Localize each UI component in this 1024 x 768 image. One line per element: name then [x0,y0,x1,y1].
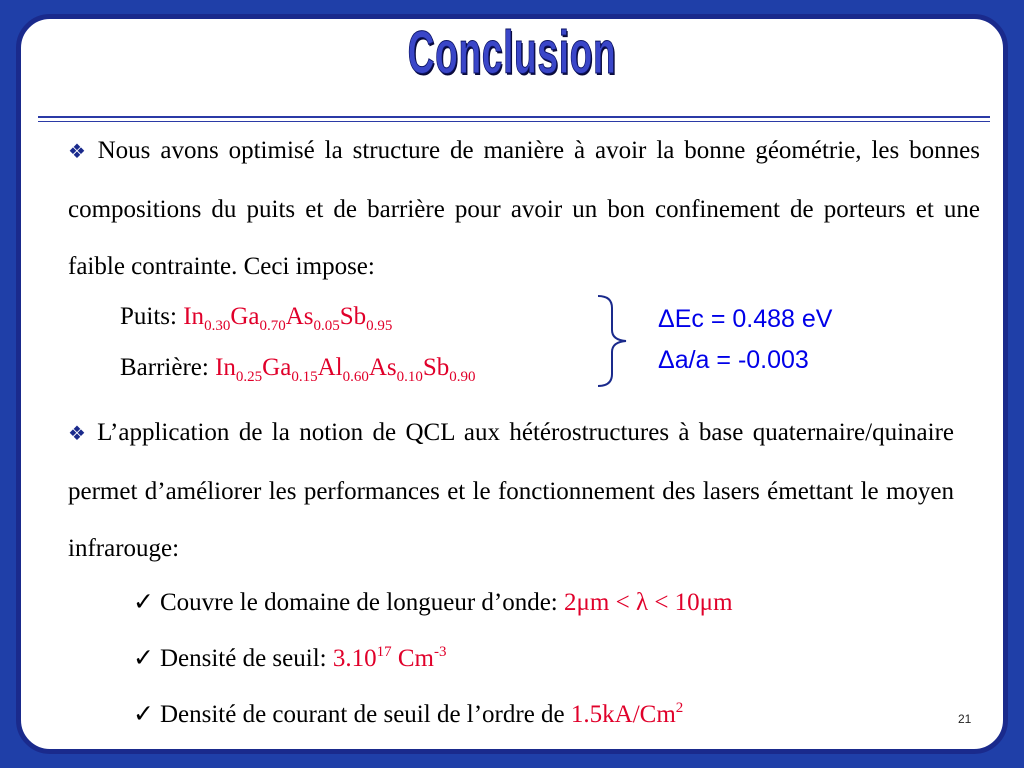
page-number: 21 [958,712,972,726]
element: Al [317,354,343,381]
check-item-wavelength [133,587,733,617]
bullet-2 [68,404,954,577]
element-fraction: 0.95 [366,318,393,334]
item-label: Couvre le domaine de longueur d’onde: [159,589,565,616]
element-fraction: 0.60 [342,369,369,385]
barriere-formula [120,354,476,385]
delta-ec: ΔEc = 0.488 eV [658,305,833,333]
curly-brace-icon [596,294,636,388]
title-rule [38,116,990,118]
element: In [215,354,236,381]
puits-composition [183,303,393,334]
item-value [571,701,683,728]
puits-formula [120,303,393,334]
bullet-1-text: Nous avons optimisé la structure de manière à avoir la bonne géométrie, les bonnes compositions du puits et de barrière pour avoir un bon confinement de porteurs et une faible contrainte. Ceci impose: [68,137,980,280]
diamond-bullet-icon: ❖ [68,141,90,163]
item-value-unit: Cm [391,645,434,672]
checkmark-icon: ✓ [133,645,154,672]
puits-label: Puits: [120,303,177,330]
checkmark-icon: ✓ [133,701,154,728]
item-value-exponent: 17 [376,644,392,660]
element: In [183,303,205,330]
item-value [333,645,447,672]
bullet-2-text: L’application de la notion de QCL aux hétérostructures à base quaternaire/quinaire permet d’améliorer les performances et le fonctionnement des lasers émettant le moyen infrarouge: [68,419,954,562]
check-item-current-density [133,699,683,729]
bullet-1 [68,122,980,295]
element-fraction: 0.30 [204,318,231,334]
element-fraction: 0.15 [291,369,318,385]
slide-title: Conclusion [407,19,617,86]
checkmark-icon: ✓ [133,589,154,616]
item-value-exponent: 2 [675,700,684,716]
item-value-base: 1.5kA/Cm [570,701,676,728]
element-fraction: 0.05 [313,318,340,334]
diamond-bullet-icon: ❖ [68,423,90,445]
element-fraction: 0.70 [259,318,286,334]
item-value: 2μm < λ < 10μm [564,589,733,616]
element-fraction: 0.10 [396,369,423,385]
element: Ga [230,303,260,330]
barriere-composition [215,354,476,385]
element: As [285,303,314,330]
delta-a: Δa/a = -0.003 [658,346,809,374]
element: Sb [339,303,367,330]
element-fraction: 0.25 [235,369,263,385]
element: As [368,354,397,381]
item-label: Densité de courant de seuil de l’ordre de [159,701,571,728]
element-fraction: 0.90 [449,369,476,385]
element: Ga [262,354,292,381]
barriere-label: Barrière: [120,354,209,381]
check-item-threshold-density [133,643,446,673]
item-label: Densité de seuil: [159,645,333,672]
item-value-unit-exponent: -3 [433,644,447,660]
element: Sb [422,354,450,381]
item-value-base: 3.10 [332,645,377,672]
